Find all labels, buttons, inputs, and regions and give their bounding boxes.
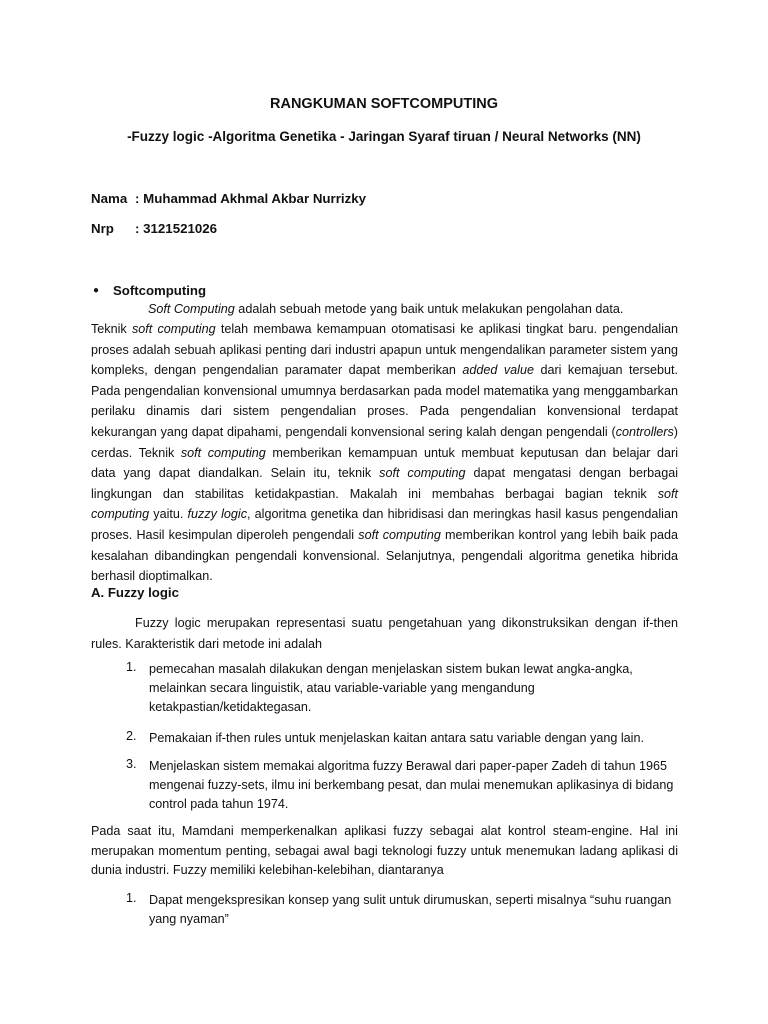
nrp-label: Nrp: [91, 221, 114, 236]
text-run: proses. Hasil kesimpulan diperoleh pengendali: [91, 527, 359, 542]
italic-term: fuzzy logic: [187, 507, 248, 522]
paragraph-line: [91, 319, 678, 340]
list-number: 2.: [126, 729, 137, 743]
list-item-line: Menjelaskan sistem memakai algoritma fuzzy Berawal dari paper-paper Zadeh di tahun 1965: [149, 759, 668, 773]
list-item-line: pemecahan masalah dilakukan dengan menjelaskan sistem bukan lewat angka-angka,: [149, 662, 633, 676]
text-run: telah membawa kemampuan otomatisasi ke aplikasi tingkat baru. pengendalian: [215, 322, 678, 336]
fuzzy-intro-line: Fuzzy logic merupakan representasi suatu pengetahuan yang dikonstruksikan dengan if-then: [135, 616, 678, 630]
text-run: memberikan kontrol yang lebih baik pada: [440, 527, 678, 542]
list-item-line: Pemakaian if-then rules untuk menjelaskan kaitan antara satu variable dengan yang lain.: [149, 731, 644, 745]
text-run: kekurangan yang dapat dipahami, pengendali konvensional sering kalah dengan pengendali (: [91, 424, 616, 439]
italic-term: computing: [91, 507, 150, 522]
italic-term: controllers: [615, 424, 674, 439]
document-subtitle: -Fuzzy logic -Algoritma Genetika - Jaringan Syaraf tiruan / Neural Networks (NN): [127, 129, 641, 144]
text-run: Pada pengendalian konvensional umumnya berdasarkan pada model matematika yang menggambarkan: [91, 383, 678, 398]
list-item-line: ketakpastian/ketidaktegasan.: [149, 700, 312, 714]
document-title: RANGKUMAN SOFTCOMPUTING: [270, 96, 498, 112]
text-run: Teknik: [91, 322, 132, 336]
paragraph-line: [91, 381, 678, 402]
paragraph-line: merupakan momentum penting, sebagai awal bagi teknologi fuzzy untuk menemukan ladang aplikasi di: [91, 843, 678, 858]
text-run: ): [673, 424, 678, 439]
list-item: [149, 660, 679, 717]
paragraph-line: [91, 401, 678, 422]
list-item: [149, 757, 679, 814]
list-item-line: melainkan secara linguistik, atau variable-variable yang mengandung: [149, 681, 535, 695]
nrp-value: : 3121521026: [135, 221, 218, 236]
paragraph-line: [91, 546, 678, 567]
text-run: kompleks, dengan pengendalian paramater dapat memberikan: [91, 363, 463, 378]
bullet-icon: ●: [93, 285, 100, 296]
italic-term: added value: [462, 363, 534, 378]
text-run: lingkungan dan stabilitas ketidakpastian. Makalah ini membahas berbagai bagian teknik: [91, 486, 658, 501]
intro-rest: adalah sebuah metode yang baik untuk melakukan pengolahan data.: [234, 302, 624, 316]
nama-value: : Muhammad Akhmal Akbar Nurrizky: [135, 191, 367, 206]
list-item-line: mengenai fuzzy-sets, ilmu ini berkembang pesat, dan mulai menemukan aplikasinya di bidang: [149, 778, 674, 792]
paragraph-line: Pada saat itu, Mamdani memperkenalkan aplikasi fuzzy sebagai alat kontrol steam-engine. Hal ini: [91, 824, 678, 838]
list-number: 1.: [126, 891, 137, 905]
text-run: , algoritma genetika dan hibridisasi dan meringkas hasil kasus pengendalian: [247, 507, 678, 522]
fuzzy-intro-line: rules. Karakteristik dari metode ini adalah: [91, 636, 322, 651]
paragraph-line: dunia industri. Fuzzy memiliki kelebihan-kelebihan, diantaranya: [91, 863, 444, 877]
paragraph-line: [91, 484, 678, 505]
italic-term: soft computing: [358, 527, 441, 542]
softcomputing-heading: Softcomputing: [113, 283, 207, 298]
italic-term: soft computing: [180, 445, 266, 460]
softcomputing-paragraph: [91, 319, 678, 587]
softcomputing-intro: [148, 302, 623, 316]
italic-term: soft: [657, 486, 678, 501]
text-run: memberikan kemampuan untuk membuat keputusan dan belajar dari: [265, 445, 678, 460]
text-run: berhasil dioptimalkan.: [91, 569, 213, 584]
fuzzy-heading: A. Fuzzy logic: [91, 585, 179, 600]
list-number: 1.: [126, 660, 137, 674]
paragraph-line: [91, 422, 678, 443]
list-item: [149, 729, 679, 748]
paragraph-line: [91, 340, 678, 361]
italic-term: soft computing: [131, 322, 216, 336]
list-number: 3.: [126, 757, 137, 771]
list-item-line: Dapat mengekspresikan konsep yang sulit untuk dirumuskan, seperti misalnya “suhu ruangan: [149, 893, 672, 907]
list-item-line: control pada tahun 1974.: [149, 797, 289, 811]
text-run: kesalahan dibandingkan pengendali konvensional. Selanjutnya, pengendali algoritma genetika hibrida: [91, 548, 678, 563]
intro-term: Soft Computing: [148, 302, 235, 316]
nama-label: Nama: [91, 191, 128, 206]
list-item-line: yang nyaman”: [149, 912, 229, 926]
fuzzy-intro: [91, 613, 678, 654]
text-run: dari kemajuan tersebut.: [533, 363, 678, 378]
list-item: [149, 891, 679, 929]
paragraph-line: [91, 566, 678, 587]
text-run: cerdas. Teknik: [91, 445, 181, 460]
paragraph-line: [91, 525, 678, 546]
text-run: perilaku dinamis dari sistem pengendalian proses. Pada pengendalian konvensional terdapat: [91, 404, 678, 419]
paragraph-line: [91, 504, 678, 525]
paragraph-line: [91, 463, 678, 484]
paragraph-line: [91, 443, 678, 464]
text-run: dapat mengatasi dengan berbagai: [465, 466, 678, 481]
italic-term: soft computing: [379, 466, 466, 481]
text-run: yaitu.: [149, 507, 188, 522]
paragraph-line: [91, 360, 678, 381]
fuzzy-history-paragraph: [91, 822, 678, 881]
text-run: proses adalah sebuah aplikasi penting dari industri apapun untuk mengendalikan parameter sistem yang: [91, 342, 678, 357]
text-run: data yang dapat diandalkan. Selain itu, teknik: [91, 466, 380, 481]
